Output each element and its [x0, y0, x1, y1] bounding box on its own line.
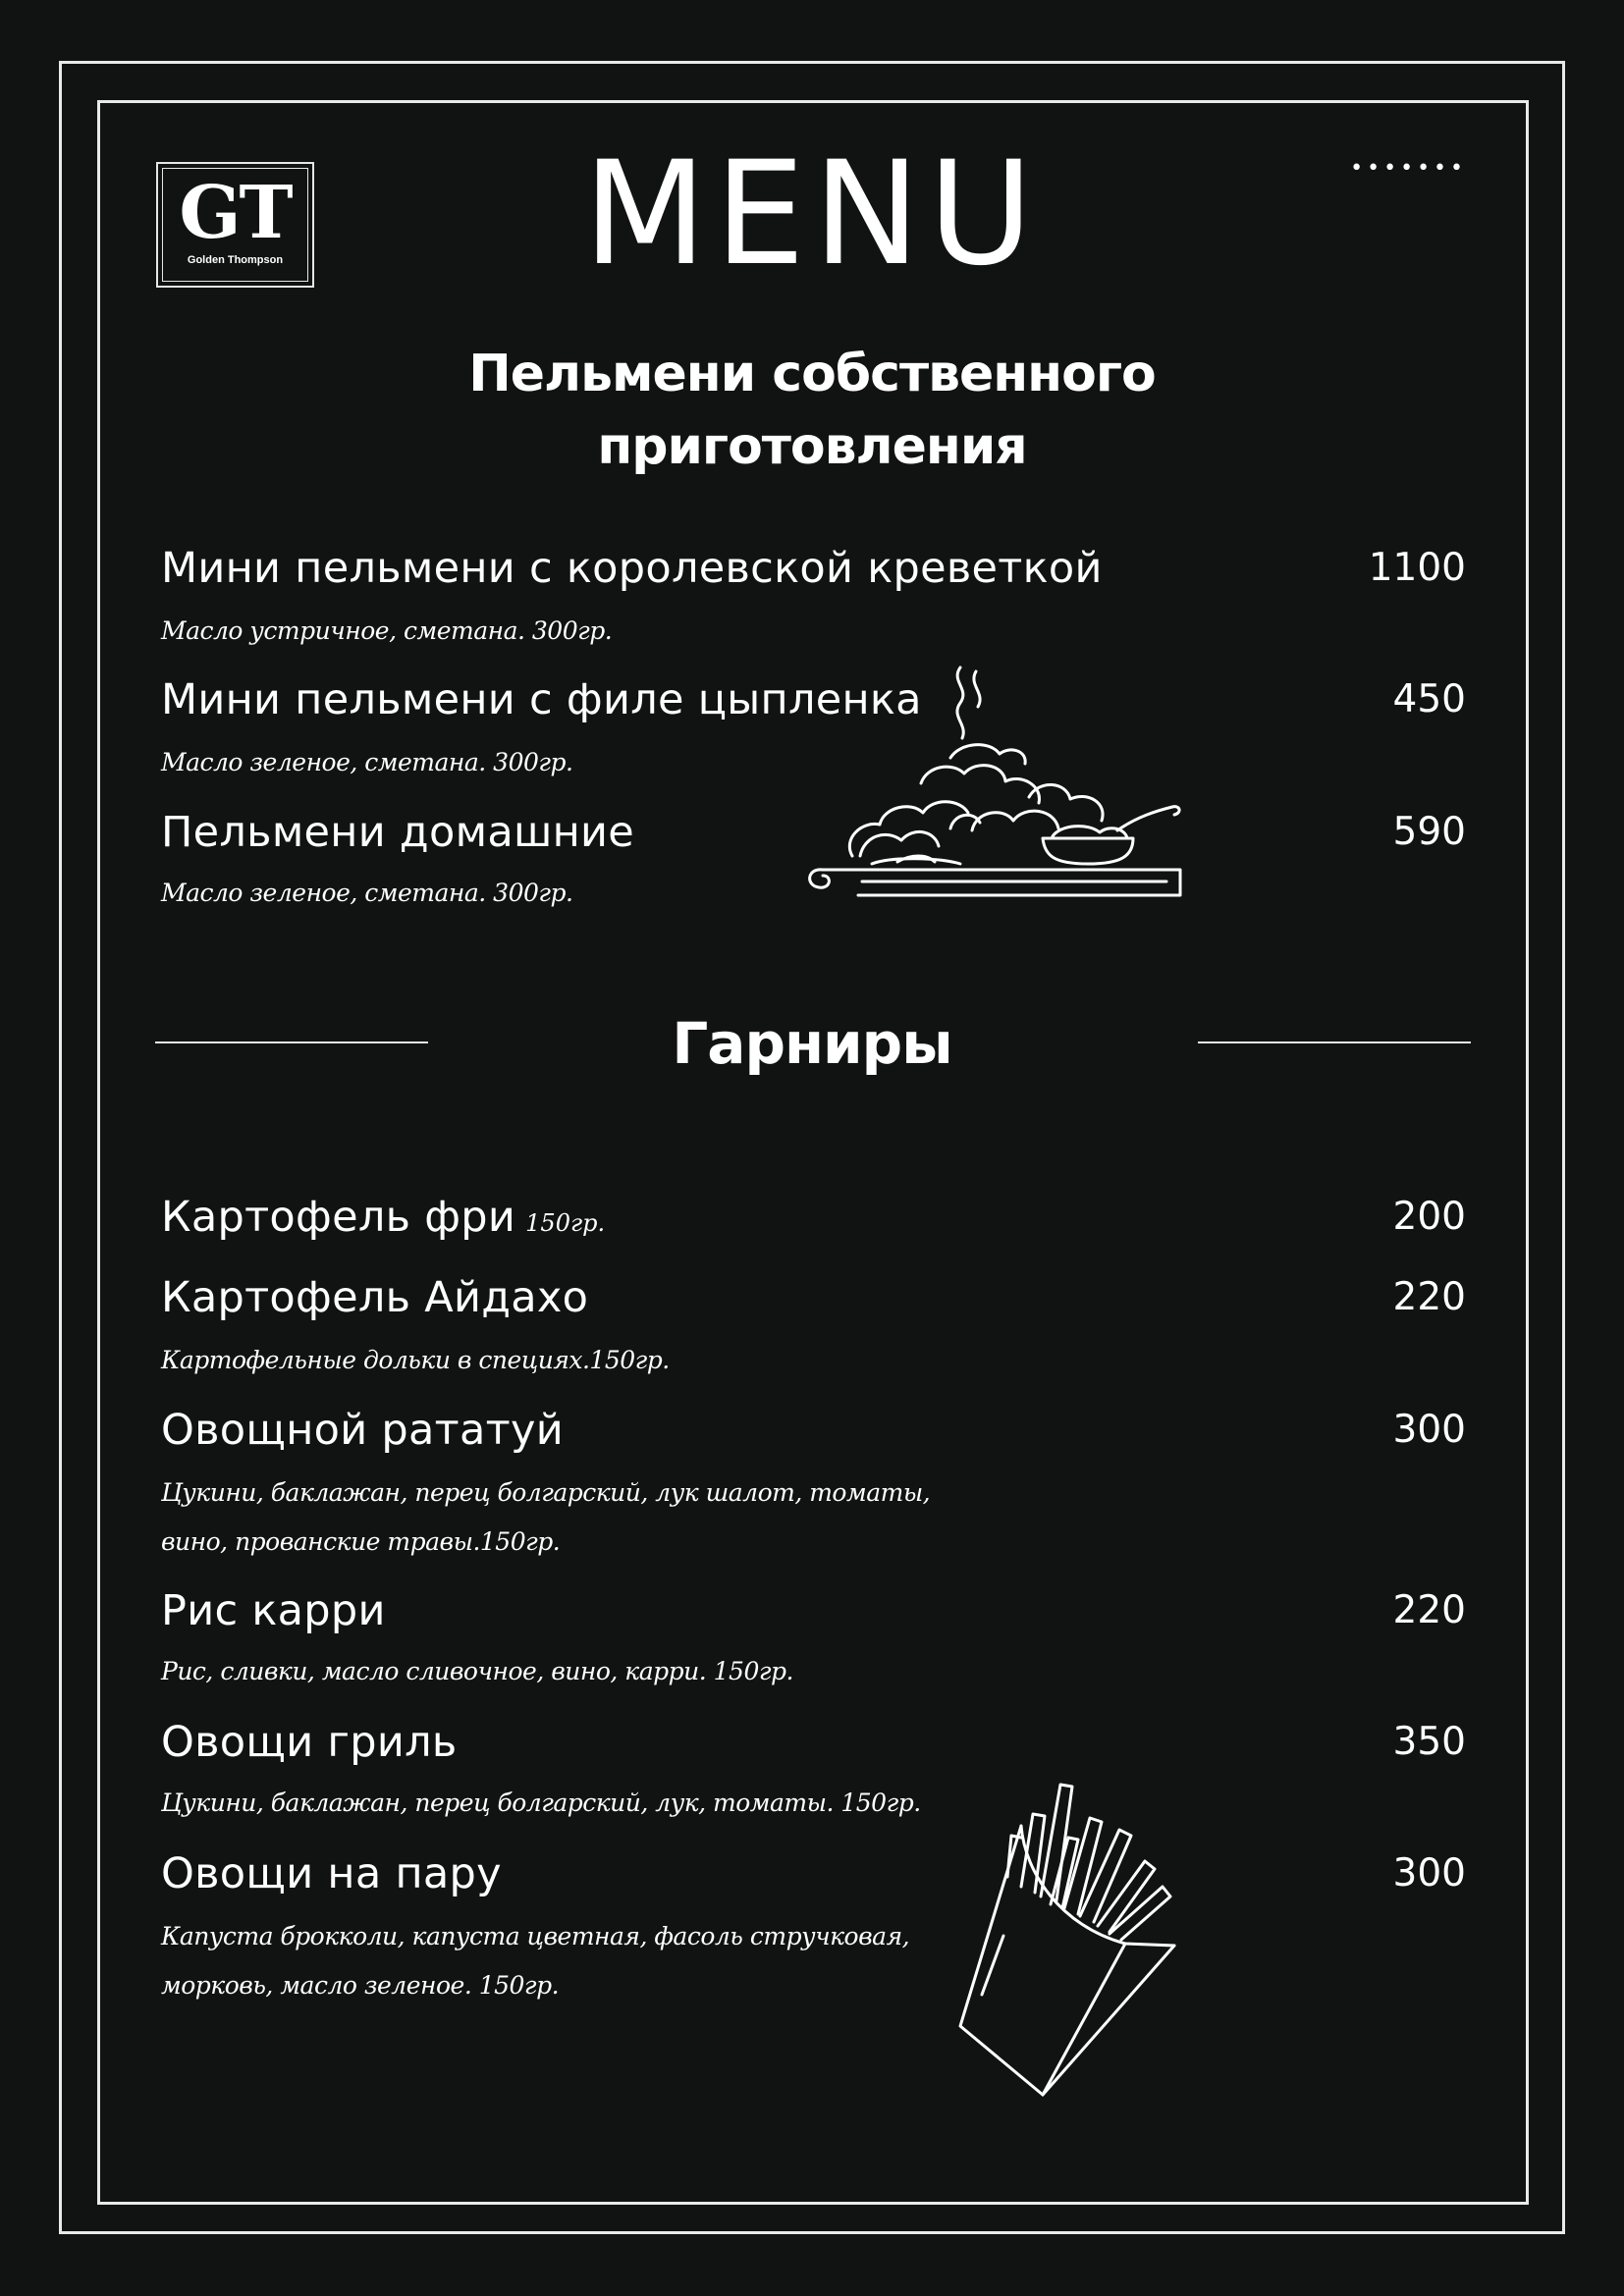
section-title-line: Пельмени собственного: [468, 345, 1156, 403]
menu-item-name: Картофель Айдахо: [161, 1273, 589, 1322]
menu-item-description: Масло зеленое, сметана. 300гр.: [161, 879, 573, 907]
decorative-dots: •••••••: [1350, 156, 1467, 181]
menu-item-name: Мини пельмени с королевской креветкой: [161, 544, 1103, 593]
menu-item-name: Мини пельмени с филе цыпленка: [161, 675, 922, 724]
logo-mark: GT: [179, 171, 292, 255]
menu-item-weight: 150гр.: [525, 1209, 606, 1237]
menu-item-name: Овощи на пару: [161, 1849, 502, 1898]
menu-item-description: вино, прованские травы.150гр.: [161, 1527, 561, 1556]
menu-item-name: [161, 1192, 605, 1249]
menu-item-price: 200: [1392, 1195, 1466, 1239]
menu-item-price: 300: [1392, 1851, 1466, 1896]
menu-item-price: 590: [1392, 810, 1466, 854]
menu-item-name: Рис карри: [161, 1586, 386, 1635]
divider-line-right: [1198, 1041, 1471, 1043]
dumplings-plate-illustration: [803, 664, 1200, 903]
page-title: MENU: [582, 131, 1042, 297]
logo-text: Golden Thompson: [187, 254, 284, 266]
menu-item-description: морковь, масло зеленое. 150гр.: [161, 1971, 560, 2000]
section-title-line: приготовления: [597, 417, 1027, 476]
menu-item-price: 1100: [1368, 546, 1466, 590]
section-title-dumplings: [0, 338, 1624, 483]
menu-item-description: Рис, сливки, масло сливочное, вино, карри. 150гр.: [161, 1657, 793, 1685]
menu-item-description: Картофельные дольки в специях.150гр.: [161, 1346, 670, 1374]
menu-item-name: Овощи гриль: [161, 1718, 458, 1767]
menu-item-price: 220: [1392, 1588, 1466, 1632]
menu-item-description: Цукини, баклажан, перец болгарский, лук шалот, томаты,: [161, 1478, 931, 1507]
menu-item-description: Цукини, баклажан, перец болгарский, лук, томаты. 150гр.: [161, 1789, 921, 1817]
menu-item-price: 450: [1392, 677, 1466, 721]
menu-item-price: 350: [1392, 1720, 1466, 1764]
menu-item-description: Капуста брокколи, капуста цветная, фасоль стручковая,: [161, 1922, 910, 1950]
menu-item-name: Пельмени домашние: [161, 808, 635, 857]
section-title-sides: Гарниры: [672, 1010, 952, 1077]
menu-item-description: Масло устричное, сметана. 300гр.: [161, 616, 613, 645]
menu-item-price: 300: [1392, 1408, 1466, 1452]
menu-item-name: Овощной рататуй: [161, 1406, 565, 1455]
menu-item-description: Масло зеленое, сметана. 300гр.: [161, 748, 573, 776]
french-fries-illustration: [952, 1779, 1204, 2107]
menu-item-price: 220: [1392, 1275, 1466, 1319]
menu-item-name-text: Картофель фри: [161, 1193, 516, 1242]
